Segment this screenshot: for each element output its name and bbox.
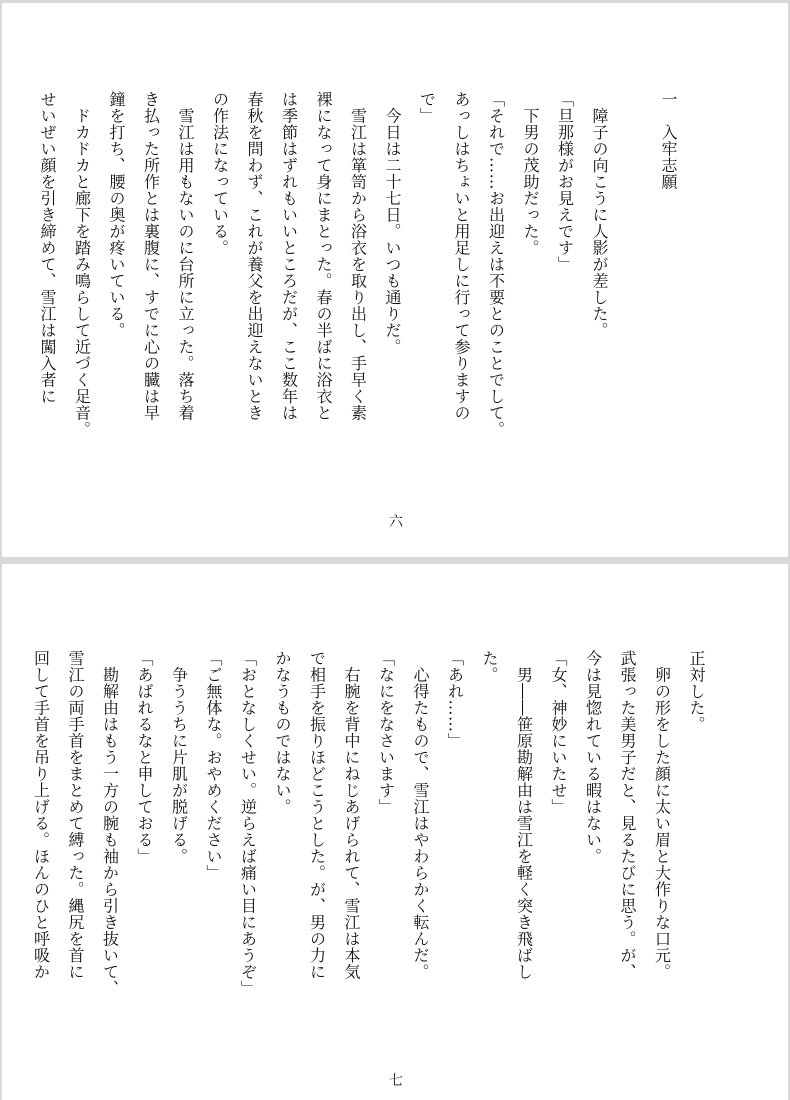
- text-line: 春秋を問わず、これが養父を出迎えないとき: [245, 91, 264, 421]
- text-line: [616, 91, 651, 451]
- text-line: 今は見惚れている暇はない。: [583, 650, 603, 865]
- text-line: 正対した。: [687, 650, 706, 733]
- text-line: 一 入牢志願: [659, 91, 678, 190]
- text-line: 右腕を背中にねじあげられて、雪江は本気: [342, 650, 361, 980]
- text-line: で相手を振りほどこうとした。が、男の力に: [307, 650, 327, 980]
- text-line: 武張った美男子だと、見るたびに思う。が、: [618, 650, 637, 980]
- text-line: 裸になって身にまとった。春の半ばに浴衣と: [314, 91, 333, 421]
- text-line: 雪江の両手首をまとめて縛った。縄尻を首に: [66, 650, 85, 980]
- text-line: 勘解由はもう一方の腕も袖から引き抜いて、: [100, 650, 120, 997]
- page-body-text: [23, 650, 713, 1045]
- text-line: 心得たもので、雪江はやわらかく転んだ。: [411, 650, 430, 980]
- page-number: 六: [389, 514, 403, 530]
- text-line: 下男の茂助だった。: [521, 91, 540, 256]
- text-line: 男――笹原勘解由は雪江を軽く突き飛ばし: [514, 650, 534, 980]
- text-line: 「旦那様がお見えです」: [555, 91, 575, 273]
- text-line: かなうものではない。: [273, 650, 292, 815]
- text-line: き払った所作とは裏腹に、すでに心の臓は早: [141, 91, 161, 421]
- text-line: は季節はずれもいいところだが、ここ数年は: [279, 91, 299, 421]
- text-line: せいぜい顔を引き締めて、雪江は闖入者に: [38, 91, 57, 405]
- text-line: 卵の形をした顔に太い眉と大作りな口元。: [652, 650, 672, 980]
- text-line: 「女、神妙にいたせ」: [549, 650, 568, 815]
- page-body-text: [30, 91, 686, 451]
- text-line: 「あばれるなと申しておる」: [135, 650, 154, 865]
- text-line: 回して手首を吊り上げる。ほんのひと呼吸か: [31, 650, 51, 980]
- text-line: 「あれ……」: [445, 650, 465, 749]
- text-line: の作法になっている。: [210, 91, 230, 256]
- page-six: [2, 3, 788, 557]
- text-line: 「ご無体な。おやめください」: [204, 650, 223, 881]
- text-line: 「おとなしくせい。逆らえば痛い目にあうぞ」: [238, 650, 258, 997]
- text-line: 今日は二十七日。いつも通りだ。: [383, 91, 402, 355]
- text-line: 「それで……お出迎えは不要とのことでして。: [486, 91, 506, 438]
- text-line: 障子の向こうに人影が差した。: [590, 91, 609, 339]
- text-line: 雪江は箪笥から浴衣を取り出し、手早く素: [348, 91, 368, 421]
- text-line: あっしはちょいと用足しに行って参りますの: [452, 91, 471, 421]
- page-number: 七: [389, 1073, 403, 1089]
- text-line: で」: [417, 91, 437, 124]
- text-line: 鐘を打ち、腰の奥が疼いている。: [107, 91, 126, 339]
- page-seven: [2, 564, 788, 1100]
- text-line: 「なにをなさいます」: [376, 650, 396, 815]
- text-line: 雪江は用もないのに台所に立った。落ち着: [176, 91, 195, 421]
- text-line: た。: [480, 650, 499, 683]
- text-line: 争ううちに片肌が脱げる。: [169, 650, 189, 865]
- text-line: ドカドカと廊下を踏み鳴らして近づく足音。: [72, 91, 92, 438]
